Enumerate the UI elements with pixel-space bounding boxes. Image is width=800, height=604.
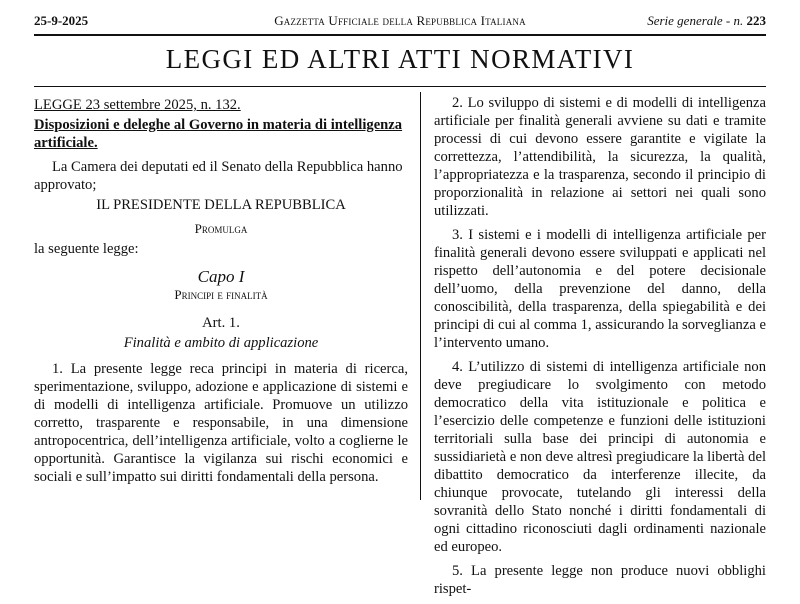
- left-column: [34, 94, 408, 492]
- paragraph-4: 4. L’utilizzo di sistemi di intelligenza artificiale non deve pregiudicare lo svolgimento con metodo democratico della vita istituzionale e politica e l’esercizio delle competenze e funzioni delle istituzioni territoriali sulla base dei principi di autonomia e sussidiarietà e non deve altresì pregiudicare la libertà del dibattito democratico da interferenze illecite, da chiunque provocate, tutelando gli interessi della sovranità dello Stato nonché i diritti fondamentali di ogni cittadino riconosciuti dagli ordinamenti nazionale ed europeo.: [434, 359, 766, 555]
- law-subject: Disposizioni e deleghe al Governo in materia di intelligenza artificiale.: [34, 117, 403, 151]
- law-heading: LEGGE 23 settembre 2025, n. 132.: [34, 97, 241, 113]
- camera-statement: La Camera dei deputati ed il Senato della Repubblica hanno approvato;: [34, 159, 403, 193]
- page-header: [34, 10, 766, 36]
- paragraph-2: 2. Lo sviluppo di sistemi e di modelli di intelligenza artificiale per finalità generali avviene su dati e tramite processi di cui devono essere garantite e vigilate la correttezza, l’attendibilità, la sicurezza, la qualità, l’appropriatezza e la trasparenza, secondo il principio di proporzionalità in relazione ai settori nei quali sono utilizzati.: [434, 95, 766, 219]
- paragraph-5: 5. La presente legge non produce nuovi obblighi rispet-: [434, 563, 766, 597]
- seguente-legge: la seguente legge:: [34, 241, 139, 257]
- article-heading: Art. 1.: [202, 315, 240, 331]
- presidente-heading: IL PRESIDENTE DELLA REPUBBLICA: [96, 197, 346, 213]
- serie-number: 223: [746, 13, 766, 28]
- serie-label: [647, 13, 766, 29]
- serie-text: Serie generale - n.: [647, 13, 744, 28]
- article-subtitle: Finalità e ambito di applicazione: [123, 335, 319, 351]
- paragraph-1: 1. La presente legge reca principi in materia di ricerca, sperimentazione, sviluppo, adozione e applicazione di sistemi e di modelli di intelligenza artificiale. Promuove un utilizzo corretto, trasparente e responsabile, in una dimensione antropocentrica, dell’intelligenza artificiale, volto a coglierne le opportunità. Garantisce la vigilanza sui rischi economici e sociali e sull’impatto sui diritti fondamentali della persona.: [34, 361, 408, 485]
- capo-heading: Capo I: [197, 267, 245, 286]
- paragraph-3: 3. I sistemi e i modelli di intelligenza artificiale per finalità generali devono essere sviluppati e applicati nel rispetto dell’autonomia e del potere decisionale dell’uomo, della prevenzione del danno, della conoscibilità, della trasparenza, della spiegabilità e dei principi di cui al comma 1, assicurando la sorveglianza e l’intervento umano.: [434, 227, 766, 351]
- publication-date: 25-9-2025: [34, 13, 89, 28]
- capo-subtitle: Principi e finalità: [174, 287, 268, 302]
- section-title: LEGGI ED ALTRI ATTI NORMATIVI: [165, 44, 635, 74]
- gazzetta-title: Gazzetta Ufficiale della Repubblica Italiana: [274, 13, 526, 28]
- promulga-label: Promulga: [194, 221, 248, 236]
- title-rule: [34, 86, 766, 87]
- column-divider: [420, 92, 421, 500]
- right-column: [434, 94, 766, 604]
